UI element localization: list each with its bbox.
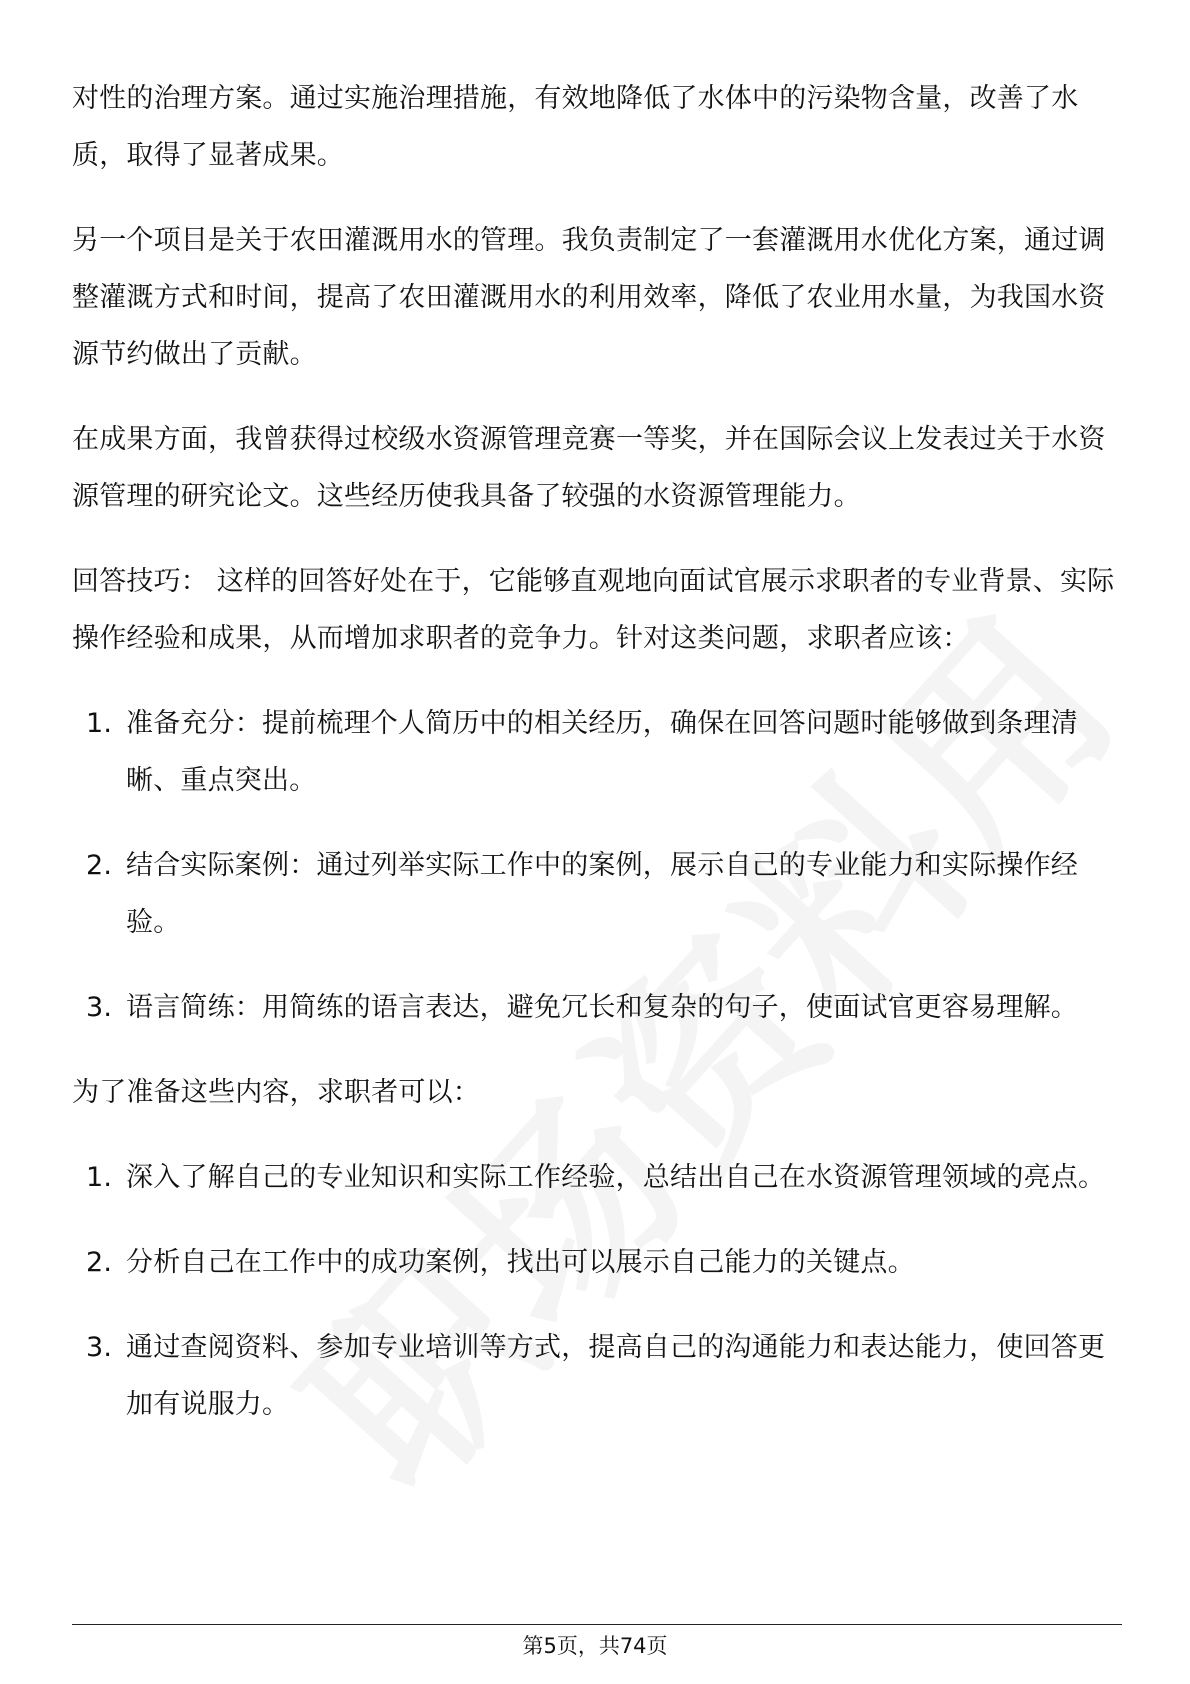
list-item-number: 2. [86,850,113,881]
paragraph-irrigation-project: 另一个项目是关于农田灌溉用水的管理。我负责制定了一套灌溉用水优化方案，通过调整灌溉方式和时间，提高了农田灌溉用水的利用效率，降低了农业用水量，为我国水资源节约做出了贡献。 [72,225,1106,370]
page-number: 第5页，共74页 [522,1634,668,1658]
list-item-number: 3. [86,1332,113,1363]
list-item [72,1319,1122,1433]
list-item-number: 2. [86,1247,113,1278]
list-item [72,837,1122,951]
list-item-text: 深入了解自己的专业知识和实际工作经验，总结出自己在水资源管理领域的亮点。 [126,1162,1106,1193]
page-content [72,70,1122,1461]
paragraph-project-result: 对性的治理方案。通过实施治理措施，有效地降低了水体中的污染物含量，改善了水质，取得了显著成果。 [72,83,1079,171]
list-item-text: 语言简练：用简练的语言表达，避免冗长和复杂的句子，使面试官更容易理解。 [126,992,1078,1023]
list-item [72,1234,1122,1291]
paragraph-answer-tips: 回答技巧： 这样的回答好处在于，它能够直观地向面试官展示求职者的专业背景、实际操作经验和成果，从而增加求职者的竞争力。针对这类问题，求职者应该： [72,566,1115,654]
tips-list [72,695,1122,1036]
paragraph-preparation: 为了准备这些内容，求职者可以： [72,1077,480,1108]
footer-divider [72,1624,1122,1625]
list-item [72,695,1122,809]
preparation-list [72,1149,1122,1433]
list-item-text: 准备充分：提前梳理个人简历中的相关经历，确保在回答问题时能够做到条理清晰、重点突出。 [126,708,1078,796]
list-item-text: 结合实际案例：通过列举实际工作中的案例，展示自己的专业能力和实际操作经验。 [126,850,1078,938]
list-item-text: 通过查阅资料、参加专业培训等方式，提高自己的沟通能力和表达能力，使回答更加有说服力。 [126,1332,1106,1420]
list-item [72,1149,1122,1206]
paragraph-achievements: 在成果方面，我曾获得过校级水资源管理竞赛一等奖，并在国际会议上发表过关于水资源管理的研究论文。这些经历使我具备了较强的水资源管理能力。 [72,424,1106,512]
list-item-number: 3. [86,992,113,1023]
list-item-number: 1. [86,1162,113,1193]
list-item-number: 1. [86,708,113,739]
list-item [72,979,1122,1036]
list-item-text: 分析自己在工作中的成功案例，找出可以展示自己能力的关键点。 [126,1247,915,1278]
